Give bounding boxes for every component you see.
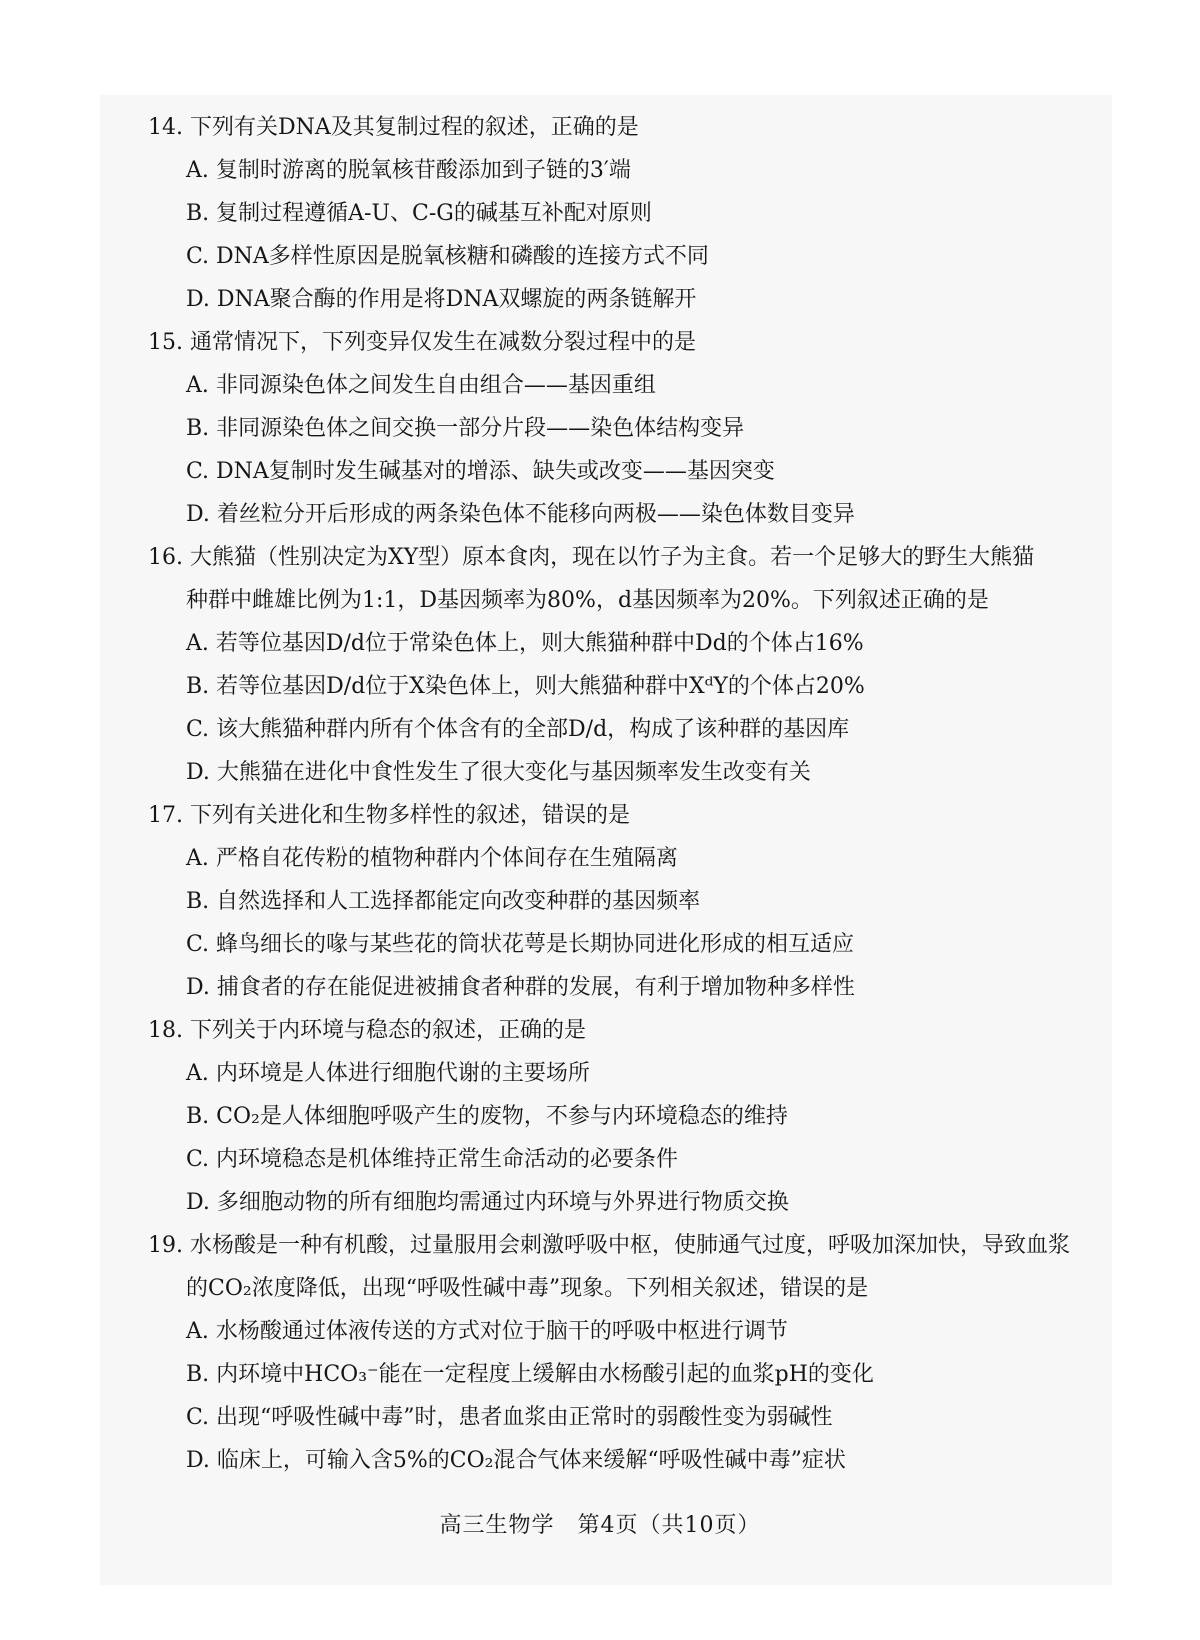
option-d: D. 临床上，可输入含5%的CO₂混合气体来缓解“呼吸性碱中毒”症状: [186, 1448, 846, 1473]
option-b: B. 内环境中HCO₃⁻能在一定程度上缓解由水杨酸引起的血浆pH的变化: [186, 1362, 874, 1387]
option-a: A. 复制时游离的脱氧核苷酸添加到子链的3′端: [186, 158, 631, 183]
option-b: B. 若等位基因D/d位于X染色体上，则大熊猫种群中XᵈY的个体占20%: [186, 674, 865, 699]
option-b: B. 复制过程遵循A-U、C-G的碱基互补配对原则: [186, 201, 652, 226]
option-d: D. 多细胞动物的所有细胞均需通过内环境与外界进行物质交换: [186, 1190, 789, 1215]
question-stem: 18. 下列关于内环境与稳态的叙述，正确的是: [148, 1018, 586, 1043]
question-stem: 17. 下列有关进化和生物多样性的叙述，错误的是: [148, 803, 630, 828]
option-c: C. 蜂鸟细长的喙与某些花的筒状花萼是长期协同进化形成的相互适应: [186, 932, 855, 957]
option-d: D. 捕食者的存在能促进被捕食者种群的发展，有利于增加物种多样性: [186, 975, 855, 1000]
question-18: [148, 1009, 1098, 1224]
option-c: C. DNA复制时发生碱基对的增添、缺失或改变——基因突变: [186, 459, 775, 484]
option-b: B. 自然选择和人工选择都能定向改变种群的基因频率: [186, 889, 701, 914]
option-c: C. DNA多样性原因是脱氧核糖和磷酸的连接方式不同: [186, 244, 709, 269]
option-b: B. CO₂是人体细胞呼吸产生的废物，不参与内环境稳态的维持: [186, 1104, 788, 1129]
question-list: [148, 106, 1098, 1482]
option-a: A. 非同源染色体之间发生自由组合——基因重组: [186, 373, 656, 398]
option-d: D. 着丝粒分开后形成的两条染色体不能移向两极——染色体数目变异: [186, 502, 855, 527]
option-b: B. 非同源染色体之间交换一部分片段——染色体结构变异: [186, 416, 745, 441]
question-stem: 16. 大熊猫（性别决定为XY型）原本食肉，现在以竹子为主食。若一个足够大的野生大熊猫: [148, 545, 1035, 570]
option-a: A. 若等位基因D/d位于常染色体上，则大熊猫种群中Dd的个体占16%: [186, 631, 864, 656]
question-stem-continued: 的CO₂浓度降低，出现“呼吸性碱中毒”现象。下列相关叙述，错误的是: [186, 1276, 869, 1301]
option-c: C. 内环境稳态是机体维持正常生命活动的必要条件: [186, 1147, 679, 1172]
option-d: D. 大熊猫在进化中食性发生了很大变化与基因频率发生改变有关: [186, 760, 811, 785]
question-stem: 14. 下列有关DNA及其复制过程的叙述，正确的是: [148, 115, 639, 140]
option-a: A. 内环境是人体进行细胞代谢的主要场所: [186, 1061, 590, 1086]
page-footer: 高三生物学 第4页（共10页）: [439, 1513, 761, 1538]
option-d: D. DNA聚合酶的作用是将DNA双螺旋的两条链解开: [186, 287, 697, 312]
question-19: [148, 1224, 1098, 1482]
question-14: [148, 106, 1098, 321]
question-stem-continued: 种群中雌雄比例为1:1，D基因频率为80%，d基因频率为20%。下列叙述正确的是: [186, 588, 989, 613]
option-c: C. 出现“呼吸性碱中毒”时，患者血浆由正常时的弱酸性变为弱碱性: [186, 1405, 833, 1430]
question-16: [148, 536, 1098, 794]
option-a: A. 水杨酸通过体液传送的方式对位于脑干的呼吸中枢进行调节: [186, 1319, 788, 1344]
question-stem: 15. 通常情况下，下列变异仅发生在减数分裂过程中的是: [148, 330, 696, 355]
question-15: [148, 321, 1098, 536]
question-17: [148, 794, 1098, 1009]
option-c: C. 该大熊猫种群内所有个体含有的全部D/d，构成了该种群的基因库: [186, 717, 850, 742]
option-a: A. 严格自花传粉的植物种群内个体间存在生殖隔离: [186, 846, 678, 871]
question-stem: 19. 水杨酸是一种有机酸，过量服用会刺激呼吸中枢，使肺通气过度，呼吸加深加快，导致血浆: [148, 1233, 1070, 1258]
